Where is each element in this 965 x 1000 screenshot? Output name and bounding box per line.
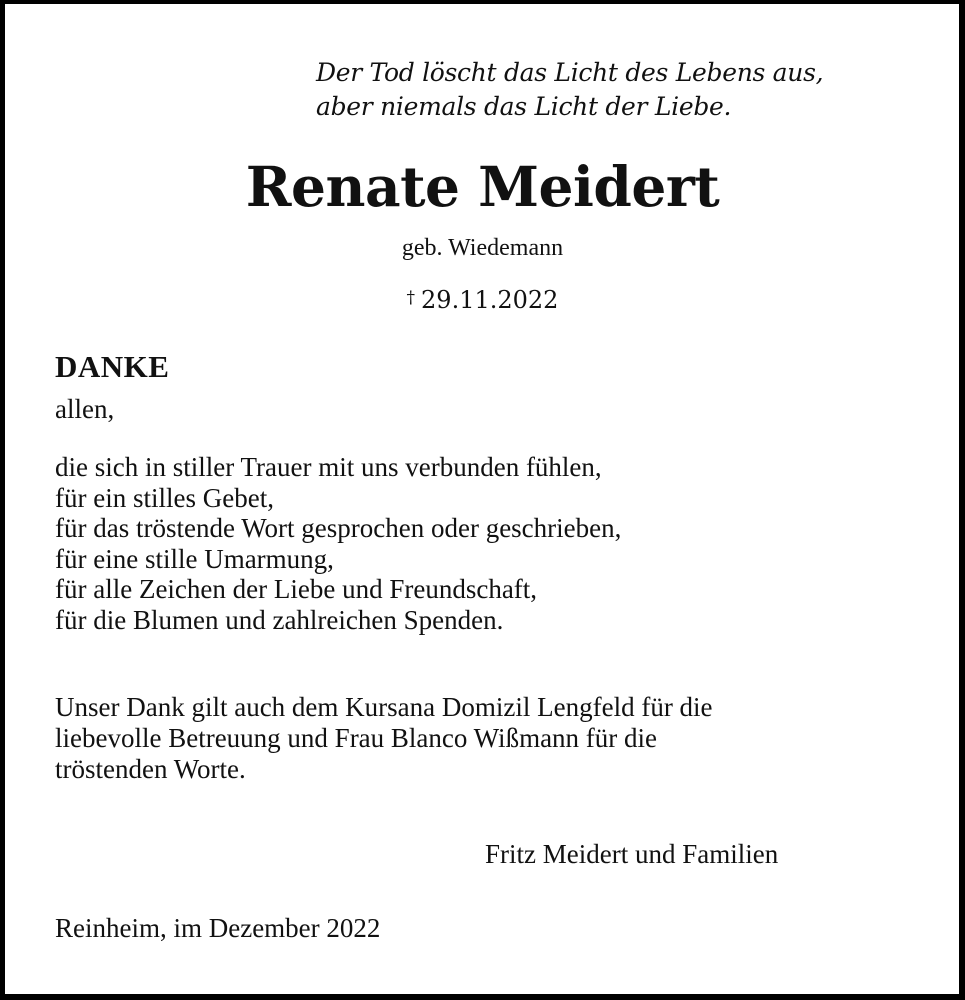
thanks-list-line: die sich in stiller Trauer mit uns verbunden fühlen,: [55, 452, 602, 482]
maiden-name: geb. Wiedemann: [401, 235, 564, 261]
motto-line: aber niemals das Licht der Liebe.: [316, 92, 732, 121]
place-date: Reinheim, im Dezember 2022: [55, 913, 381, 943]
thanks-list-line: für das tröstende Wort gesprochen oder geschrieben,: [55, 513, 622, 543]
thanks-list-line: für alle Zeichen der Liebe und Freundschaft,: [55, 574, 538, 604]
thanks-list-line: für eine stille Umarmung,: [55, 543, 334, 574]
thanks-paragraph-line: Unser Dank gilt auch dem Kursana Domizil Lengfeld für die: [55, 692, 713, 722]
thanks-heading: DANKE: [55, 349, 170, 384]
cross-icon: †: [406, 288, 416, 308]
death-date-line: [5, 282, 960, 316]
thanks-paragraph-line: tröstenden Worte.: [55, 754, 246, 784]
thanks-paragraph-line: liebevolle Betreuung und Frau Blanco Wißmann für die: [55, 723, 658, 753]
motto-line: Der Tod löscht das Licht des Lebens aus,: [316, 58, 824, 87]
thanks-paragraph: [55, 692, 713, 785]
deceased-name: Renate Meidert: [245, 154, 720, 219]
thanks-list-line: für ein stilles Gebet,: [55, 482, 274, 513]
motto-quote: [316, 56, 823, 124]
thanks-list-line: für die Blumen und zahlreichen Spenden.: [55, 604, 504, 635]
thanks-salutation: allen,: [55, 394, 115, 424]
death-date: 29.11.2022: [421, 286, 559, 314]
signature: Fritz Meidert und Familien: [485, 839, 779, 869]
thanks-list: [55, 452, 621, 635]
